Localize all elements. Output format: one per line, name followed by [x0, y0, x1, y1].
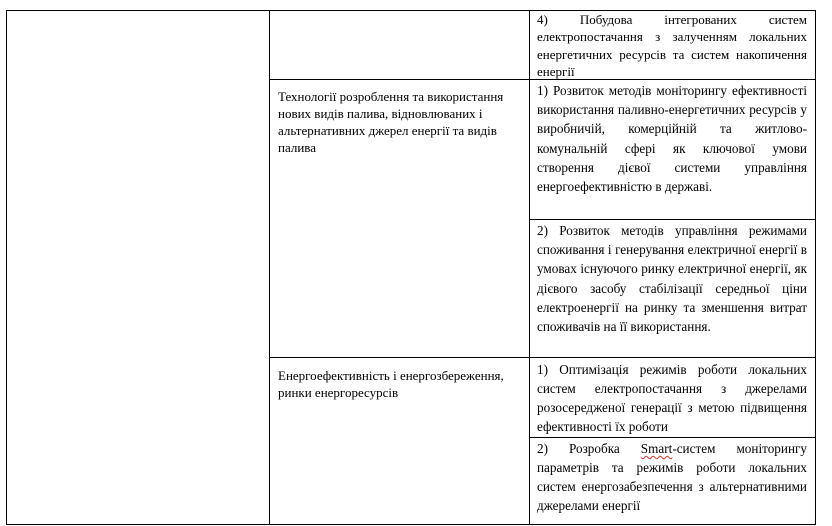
table-cell-right-item-1: 1) Розвиток методів моніторингу ефективності використання паливно-енергетичних ресурсів у виробничій, комерційній та житлово-комунальній сфері як ключової умови створення дієвої системи управління енергоефективністю в державі.	[537, 83, 807, 195]
table-cell-right-item-3: 1) Оптимізація режимів роботи локальних систем електропостачання з джерелами розосередженої генерації з метою підвищення ефективності їх роботи	[537, 362, 807, 434]
table-cell-right-item-5	[537, 439, 807, 515]
item-5-rest: -систем моніторингу параметрів та режимів роботи локальних систем енергозабезпечення з альтернативними джерелами енергії	[537, 441, 807, 513]
row-divider-4	[529, 437, 816, 438]
table-border-right	[815, 10, 816, 525]
table-border-bottom	[6, 524, 816, 525]
column-divider-1	[269, 10, 270, 525]
table-cell-right-item-4: 4) Побудова інтегрованих систем електропостачання з залученням локальних енергетичних ресурсів та систем накопичення енергії	[537, 12, 807, 79]
spellcheck-word: Smart	[640, 441, 673, 456]
table-cell-right-item-2: 2) Розвиток методів управління режимами споживання і генерування електричної енергії в умовах існуючого ринку електричної енергії, як дієвого засобу стабілізації середньої ціни електроенергії на ринку та зменшення витрат споживачів на її використання.	[537, 223, 807, 335]
table-border-left	[6, 10, 7, 525]
row-divider-3	[269, 357, 816, 358]
row-divider-2	[529, 219, 816, 220]
table-cell-middle-topic-2: Енергоефективність і енергозбереження, ринки енергоресурсів	[278, 368, 504, 400]
table-cell-middle-topic-1: Технології розроблення та використання нових видів палива, відновлюваних і альтернативних джерел енергії та видів палива	[278, 89, 504, 155]
column-divider-2	[529, 10, 530, 525]
item-5-prefix: 2) Розробка	[537, 441, 641, 456]
